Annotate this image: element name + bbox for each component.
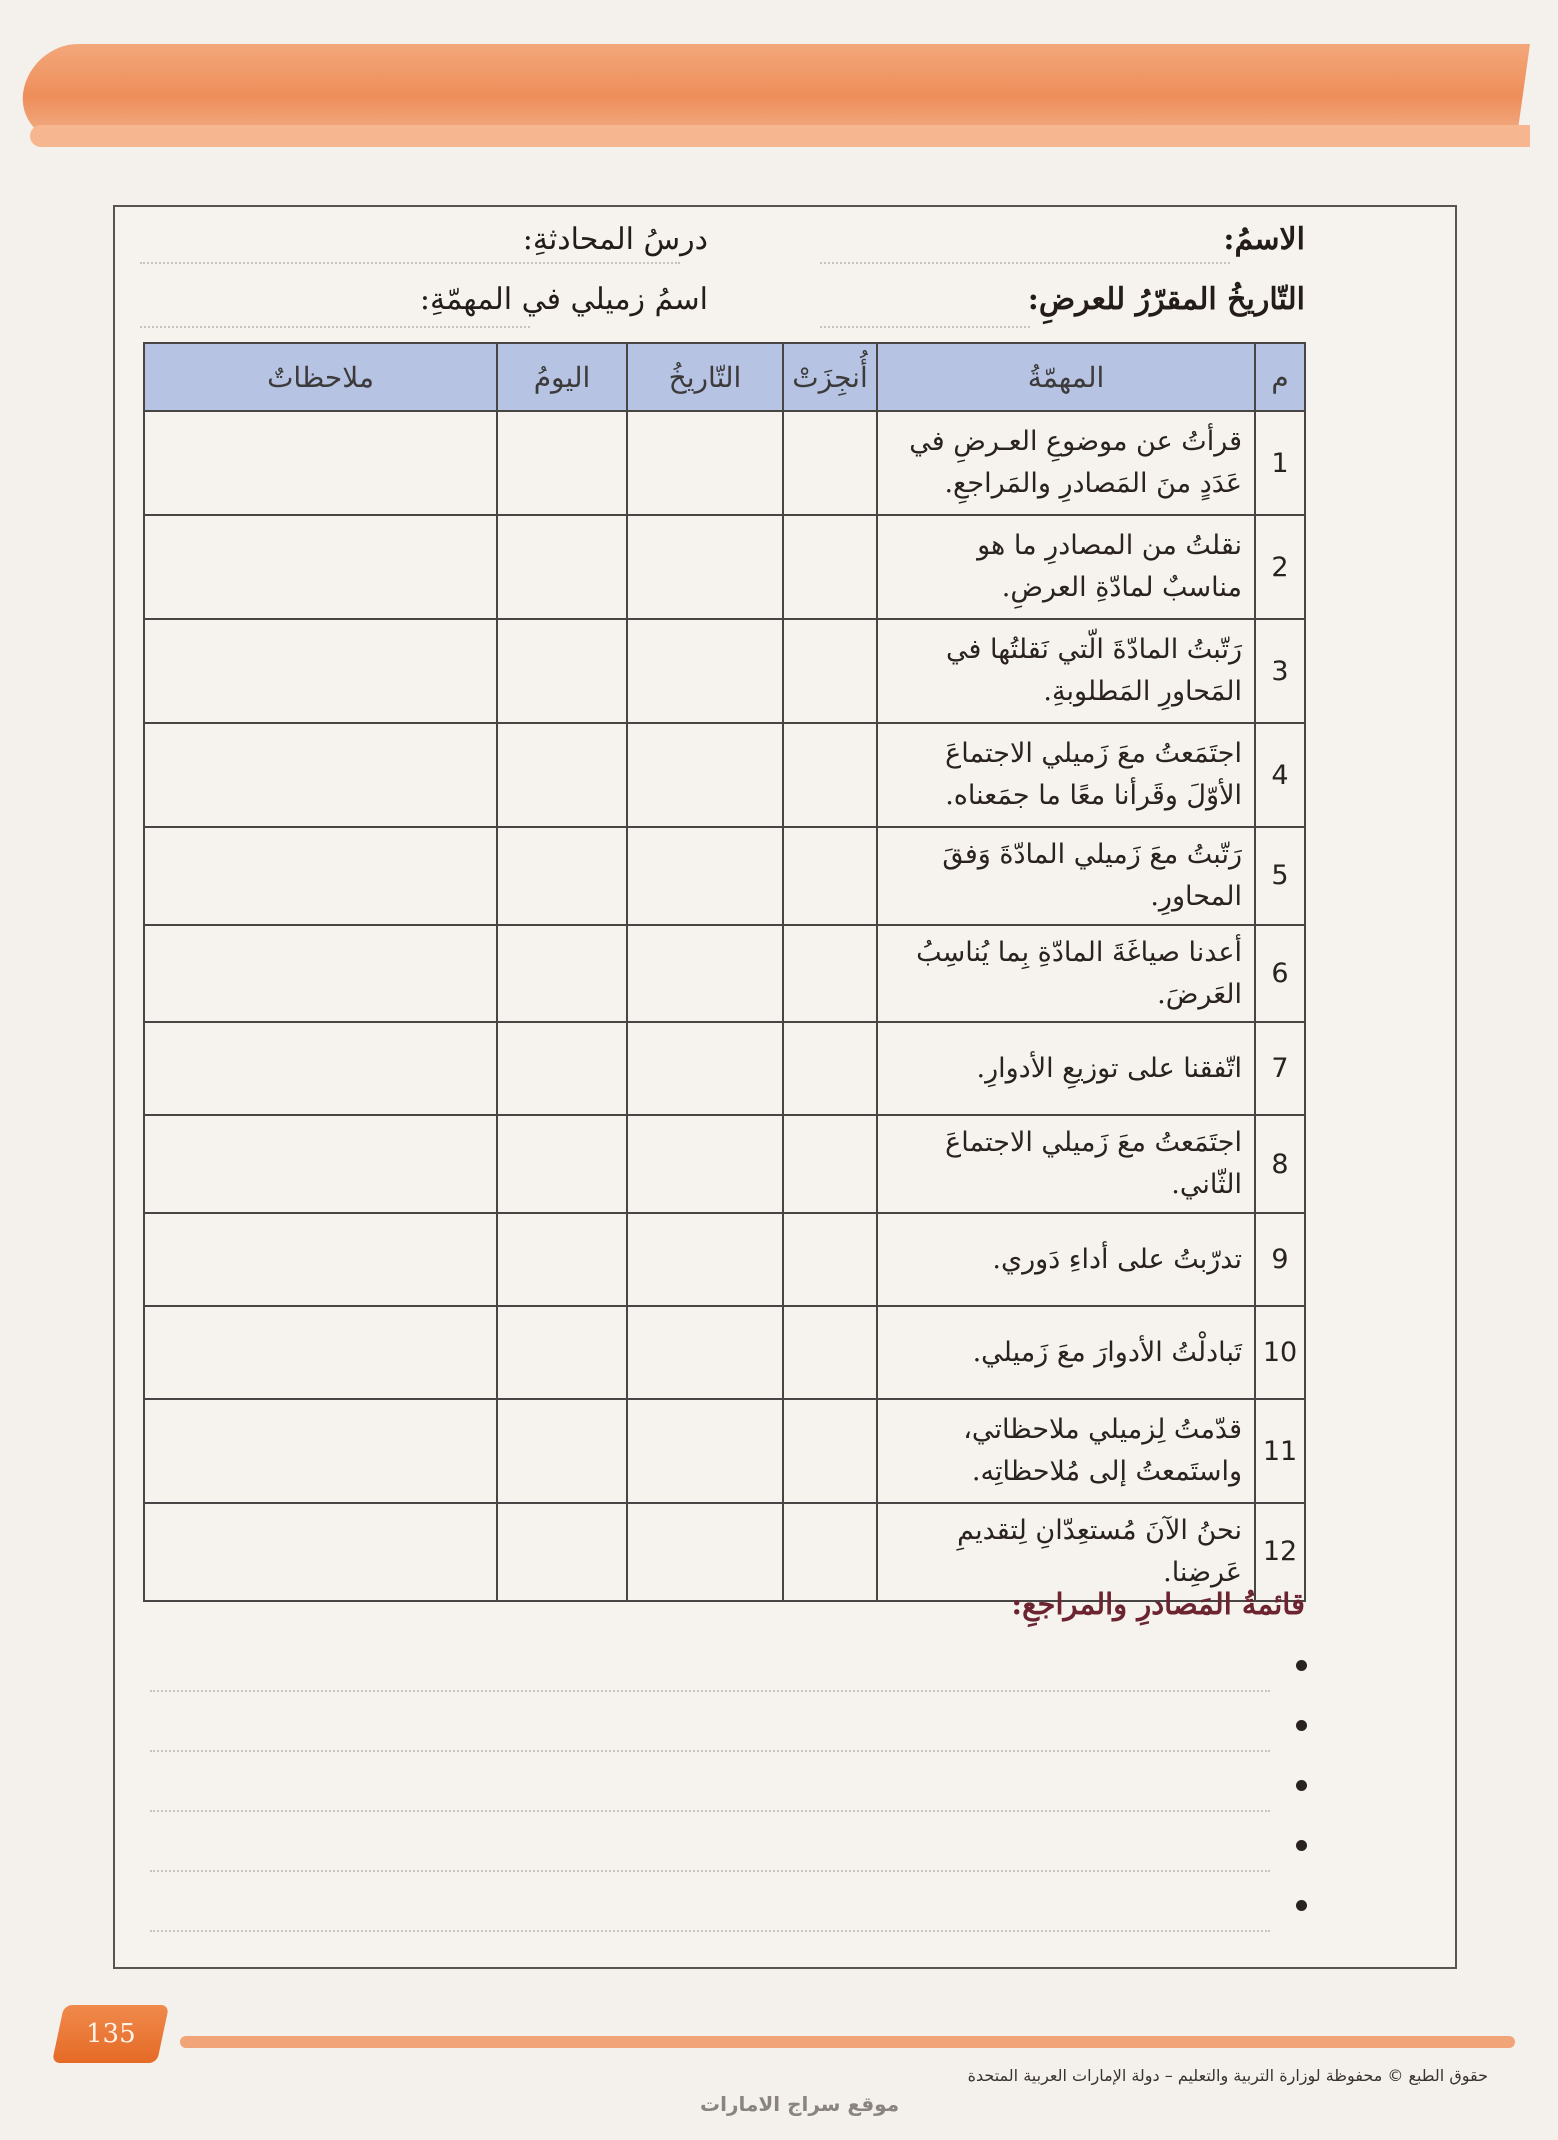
row-done-cell[interactable]	[783, 619, 877, 723]
column-header-day: اليومُ	[497, 343, 627, 411]
row-number: 1	[1255, 411, 1305, 515]
row-day-cell[interactable]	[497, 619, 627, 723]
row-number: 7	[1255, 1022, 1305, 1115]
row-date-cell[interactable]	[627, 1503, 783, 1601]
row-date-cell[interactable]	[627, 515, 783, 619]
row-task: رَتّبتُ المادّةَ الّتي نَقلتُها في المَحاورِ المَطلوبةِ.	[877, 619, 1255, 723]
reference-bullet	[1296, 1840, 1307, 1851]
row-done-cell[interactable]	[783, 411, 877, 515]
row-notes-cell[interactable]	[144, 1213, 497, 1306]
lesson-field[interactable]	[140, 262, 680, 264]
table-row	[144, 619, 1305, 723]
row-notes-cell[interactable]	[144, 1399, 497, 1503]
table-row	[144, 925, 1305, 1023]
row-notes-cell[interactable]	[144, 1503, 497, 1601]
row-notes-cell[interactable]	[144, 723, 497, 827]
row-task: أعدنا صياغَةَ المادّةِ بِما يُناسِبُ العَرضَ.	[877, 925, 1255, 1023]
row-task: تَبادلْتُ الأدوارَ معَ زَميلي.	[877, 1306, 1255, 1399]
reference-line-4[interactable]	[150, 1870, 1270, 1872]
row-date-cell[interactable]	[627, 1115, 783, 1213]
row-done-cell[interactable]	[783, 515, 877, 619]
row-date-cell[interactable]	[627, 1306, 783, 1399]
row-number: 9	[1255, 1213, 1305, 1306]
row-number: 5	[1255, 827, 1305, 925]
references-title: قائمةُ المَصادرِ والمراجعِ:	[1011, 1587, 1305, 1621]
row-task: نقلتُ من المصادرِ ما هو مناسبٌ لمادّةِ العرضِ.	[877, 515, 1255, 619]
row-done-cell[interactable]	[783, 723, 877, 827]
row-done-cell[interactable]	[783, 827, 877, 925]
row-notes-cell[interactable]	[144, 515, 497, 619]
row-task: تدرّبتُ على أداءِ دَوري.	[877, 1213, 1255, 1306]
row-number: 11	[1255, 1399, 1305, 1503]
table-header-row	[144, 343, 1305, 411]
row-date-cell[interactable]	[627, 723, 783, 827]
row-day-cell[interactable]	[497, 1503, 627, 1601]
top-decorative-band-lower	[30, 125, 1530, 147]
row-notes-cell[interactable]	[144, 1115, 497, 1213]
row-task: نحنُ الآنَ مُستعِدّانِ لِتقديمِ عَرضِنا.	[877, 1503, 1255, 1601]
table-row	[144, 1022, 1305, 1115]
row-date-cell[interactable]	[627, 411, 783, 515]
row-notes-cell[interactable]	[144, 1022, 497, 1115]
name-label: الاسمُ:	[1223, 222, 1305, 257]
table-row	[144, 827, 1305, 925]
lesson-label: درسُ المحادثةِ:	[522, 222, 708, 257]
row-number: 8	[1255, 1115, 1305, 1213]
date-label: التّاريخُ المقرّرُ للعرضِ:	[1027, 282, 1305, 317]
date-field[interactable]	[820, 326, 1030, 328]
name-field[interactable]	[820, 262, 1230, 264]
row-notes-cell[interactable]	[144, 925, 497, 1023]
row-number: 2	[1255, 515, 1305, 619]
row-day-cell[interactable]	[497, 1399, 627, 1503]
row-day-cell[interactable]	[497, 515, 627, 619]
row-task: اجتَمَعتُ معَ زَميلي الاجتماعَ الأوّلَ وقَرأنا معًا ما جمَعناه.	[877, 723, 1255, 827]
row-date-cell[interactable]	[627, 925, 783, 1023]
table-row	[144, 1213, 1305, 1306]
row-done-cell[interactable]	[783, 925, 877, 1023]
column-header-task: المهمّةُ	[877, 343, 1255, 411]
row-date-cell[interactable]	[627, 1213, 783, 1306]
reference-line-1[interactable]	[150, 1690, 1270, 1692]
reference-bullet	[1296, 1660, 1307, 1671]
row-task: قدّمتُ لِزميلي ملاحظاتي، واستَمعتُ إلى مُلاحظاتِه.	[877, 1399, 1255, 1503]
row-done-cell[interactable]	[783, 1022, 877, 1115]
row-notes-cell[interactable]	[144, 411, 497, 515]
row-number: 3	[1255, 619, 1305, 723]
row-task: قرأتُ عن موضوعِ العـرضِ في عَدَدٍ منَ المَصادرِ والمَراجعِ.	[877, 411, 1255, 515]
partner-label: اسمُ زميلي في المهمّةِ:	[419, 282, 708, 317]
site-name: موقع سراج الامارات	[700, 2092, 900, 2116]
row-date-cell[interactable]	[627, 827, 783, 925]
row-done-cell[interactable]	[783, 1503, 877, 1601]
task-table	[143, 342, 1306, 1602]
row-task: اجتَمَعتُ معَ زَميلي الاجتماعَ الثّاني.	[877, 1115, 1255, 1213]
row-date-cell[interactable]	[627, 619, 783, 723]
reference-bullet	[1296, 1780, 1307, 1791]
row-task: رَتّبتُ معَ زَميلي المادّةَ وَفقَ المحاورِ.	[877, 827, 1255, 925]
table-row	[144, 1399, 1305, 1503]
copyright-text: حقوق الطبع © محفوظة لوزارة التربية والتعليم – دولة الإمارات العربية المتحدة	[967, 2066, 1488, 2085]
reference-line-3[interactable]	[150, 1810, 1270, 1812]
table-row	[144, 1115, 1305, 1213]
column-header-notes: ملاحظاتٌ	[144, 343, 497, 411]
column-header-date: التّاريخُ	[627, 343, 783, 411]
row-day-cell[interactable]	[497, 925, 627, 1023]
row-number: 4	[1255, 723, 1305, 827]
row-day-cell[interactable]	[497, 1022, 627, 1115]
row-done-cell[interactable]	[783, 1399, 877, 1503]
reference-line-5[interactable]	[150, 1930, 1270, 1932]
table-row	[144, 1306, 1305, 1399]
table-row	[144, 411, 1305, 515]
column-header-done: أُنجِزَتْ	[783, 343, 877, 411]
row-done-cell[interactable]	[783, 1306, 877, 1399]
row-day-cell[interactable]	[497, 723, 627, 827]
row-task: اتّفقنا على توزيعِ الأدوارِ.	[877, 1022, 1255, 1115]
row-day-cell[interactable]	[497, 1306, 627, 1399]
row-day-cell[interactable]	[497, 827, 627, 925]
row-notes-cell[interactable]	[144, 1306, 497, 1399]
partner-field[interactable]	[140, 326, 530, 328]
column-header-number: م	[1255, 343, 1305, 411]
reference-bullet	[1296, 1900, 1307, 1911]
row-notes-cell[interactable]	[144, 827, 497, 925]
row-number: 10	[1255, 1306, 1305, 1399]
row-notes-cell[interactable]	[144, 619, 497, 723]
row-day-cell[interactable]	[497, 1213, 627, 1306]
page-number: 135	[85, 2019, 136, 2049]
row-done-cell[interactable]	[783, 1115, 877, 1213]
bottom-decorative-bar	[180, 2036, 1515, 2048]
page-number-badge	[52, 2005, 169, 2063]
row-date-cell[interactable]	[627, 1022, 783, 1115]
row-date-cell[interactable]	[627, 1399, 783, 1503]
table-row	[144, 723, 1305, 827]
row-number: 12	[1255, 1503, 1305, 1601]
row-day-cell[interactable]	[497, 411, 627, 515]
reference-line-2[interactable]	[150, 1750, 1270, 1752]
table-row	[144, 515, 1305, 619]
row-done-cell[interactable]	[783, 1213, 877, 1306]
reference-bullet	[1296, 1720, 1307, 1731]
row-day-cell[interactable]	[497, 1115, 627, 1213]
row-number: 6	[1255, 925, 1305, 1023]
